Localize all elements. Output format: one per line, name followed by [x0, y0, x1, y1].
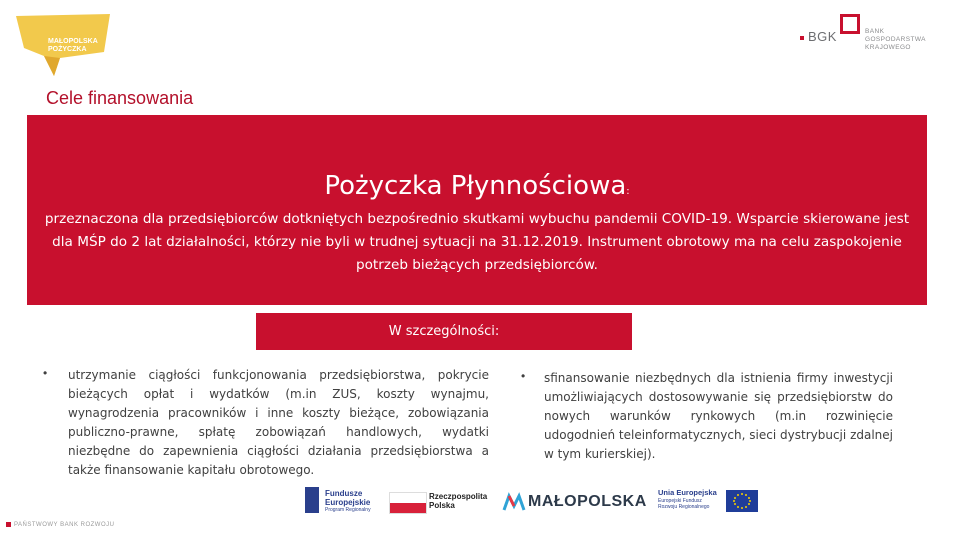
bullet-right-text: sfinansowanie niezbędnych dla istnienia firmy inwestycji umożliwiających dostosowywanie się przedsiębiorstw do nowych warunków rynkowych (m.in rozwinięcie udogodnień teleinformatycznych, sieci dystrybucji zdalnej w tym kurierskiej). — [544, 371, 893, 461]
logo-text: MAŁOPOLSKA POŻYCZKA — [48, 38, 98, 53]
bgk-square-icon — [840, 14, 860, 34]
banner-heading-colon: : — [626, 186, 630, 197]
ue-line1: Unia Europejska — [658, 488, 717, 497]
mp-logo-text: MAŁOPOLSKA — [528, 493, 647, 510]
banner-description: przeznaczona dla przedsiębiorców dotkniętych bezpośrednio skutkami wybuchu pandemii COVID-19. Wsparcie skierowane jest dla MŚP do 2 lat działalności, którzy nie byli w trudnej sytuacji na 31.12.2019. Instrument obrotowy ma na celu zaspokojenie potrzeb bieżących przedsiębiorców. — [44, 211, 910, 273]
rp-logo-text — [429, 492, 487, 510]
rzeczpospolita-polska-logo — [389, 492, 489, 516]
fundusze-europejskie-logo — [305, 487, 385, 515]
ue-sub1: Europejski Fundusz — [658, 498, 702, 504]
fe-sub: Program Regionalny — [325, 507, 371, 513]
banner-heading — [27, 171, 927, 201]
bgk-dot-icon — [800, 36, 804, 40]
rp-line1: Rzeczpospolita — [429, 492, 488, 501]
malopolska-m-icon — [502, 490, 526, 514]
bgk-full-name: BANK GOSPODARSTWA KRAJOWEGO — [865, 28, 926, 51]
banner-heading-text: Pożyczka Płynnościowa — [324, 171, 627, 201]
bullet-left-text: utrzymanie ciągłości funkcjonowania przedsiębiorstwa, pokrycie bieżących opłat i wydatków (m.in ZUS, koszty wynajmu, wynagrodzenia pracowników i inne koszty bieżące, zobowiązania publiczno-prawne, spłatę zobowiązań handlowych, wydatki niezbędne do zapewnienia ciągłości działania przedsiębiorstwa a także finansowanie kapitału obrotowego. — [68, 368, 489, 477]
rp-line2: Polska — [429, 501, 455, 510]
poland-flag-icon — [389, 492, 427, 514]
section-subheading: W szczególności: — [256, 313, 632, 350]
fe-line1: Fundusze — [325, 489, 363, 498]
eu-flag-icon — [726, 490, 758, 512]
bgk-logo — [800, 14, 950, 50]
bullet-marker: • — [43, 366, 48, 380]
fe-line2: Europejskie — [325, 498, 371, 507]
product-banner — [27, 115, 927, 305]
footer-watermark — [6, 522, 114, 528]
fe-flag-icon — [305, 487, 319, 513]
bgk-abbr: BGK — [808, 29, 837, 44]
watermark-text: PAŃSTWOWY BANK ROZWOJU — [14, 522, 115, 529]
bullet-marker: • — [521, 369, 526, 383]
unia-europejska-logo — [658, 488, 758, 516]
malopolska-pozyczka-logo — [14, 12, 114, 80]
malopolska-region-logo — [502, 490, 652, 516]
fe-logo-text — [325, 489, 370, 507]
page-title: Cele finansowania — [46, 88, 194, 108]
watermark-square-icon — [6, 522, 11, 527]
ue-sub — [658, 498, 709, 510]
ue-sub2: Rozwoju Regionalnego — [658, 504, 710, 510]
